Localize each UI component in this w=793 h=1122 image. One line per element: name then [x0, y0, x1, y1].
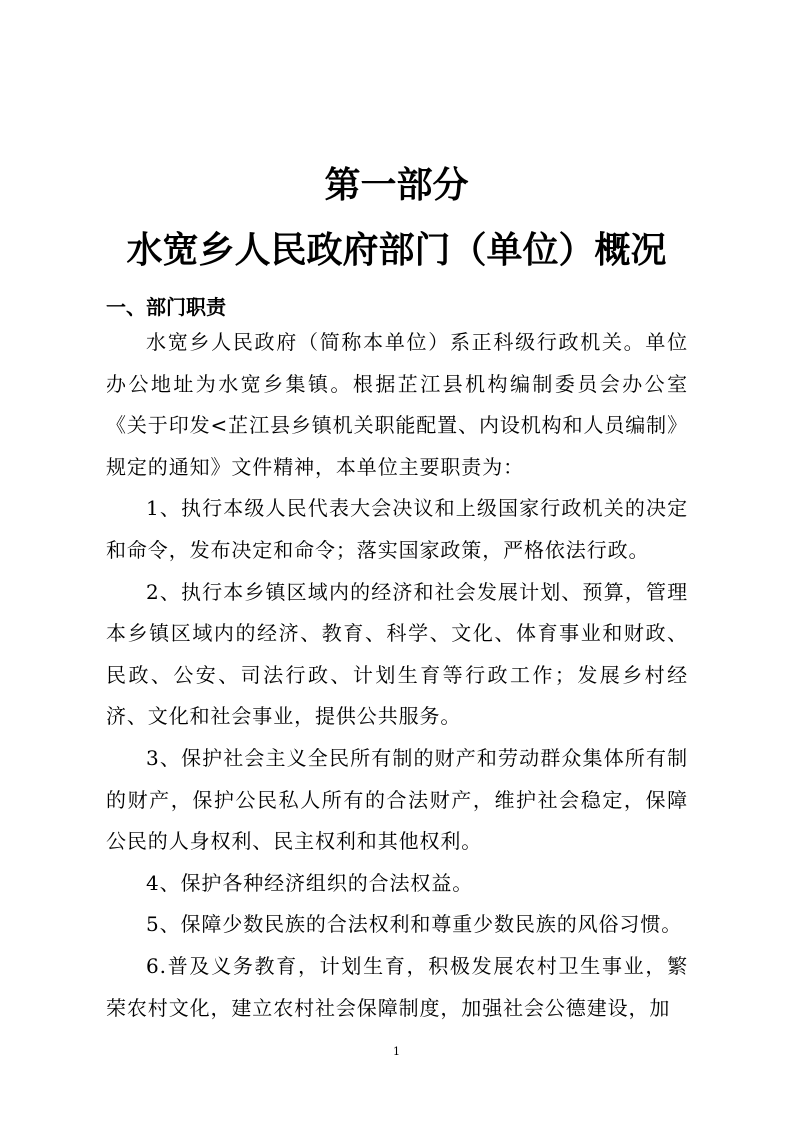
section-heading: 一、部门职责 [106, 295, 226, 319]
paragraph-duty-3: 3、保护社会主义全民所有制的财产和劳动群众集体所有制的财产，保护公民私人所有的合法财产，维护社会稳定，保障公民的人身权利、民主权利和其他权利。 [106, 745, 688, 854]
paragraph-duty-6: 6.普及义务教育，计划生育，积极发展农村卫生事业，繁荣农村文化，建立农村社会保障制度，加强社会公德建设，加 [106, 953, 688, 1020]
page-number: 1 [393, 1045, 400, 1058]
paragraph-intro: 水宽乡人民政府（简称本单位）系正科级行政机关。单位办公地址为水宽乡集镇。根据芷江县机构编制委员会办公室《关于印发<芷江县乡镇机关职能配置、内设机构和人员编制》规定的通知》文件精神，本单位主要职责为： [106, 330, 688, 479]
paragraph-duty-1: 1、执行本级人民代表大会决议和上级国家行政机关的决定和命令，发布决定和命令；落实国家政策，严格依法行政。 [106, 496, 688, 562]
document-title: 第一部分 [324, 165, 469, 206]
paragraph-duty-5: 5、保障少数民族的合法权利和尊重少数民族的风俗习惯。 [146, 912, 683, 937]
paragraph-duty-4: 4、保护各种经济组织的合法权益。 [146, 870, 474, 895]
body-text [106, 322, 688, 1029]
document-subtitle: 水宽乡人民政府部门（单位）概况 [126, 230, 667, 271]
paragraph-duty-2: 2、执行本乡镇区域内的经济和社会发展计划、预算，管理本乡镇区域内的经济、教育、科学、文化、体育事业和财政、民政、公安、司法行政、计划生育等行政工作；发展乡村经济、文化和社会事业，提供公共服务。 [106, 579, 688, 729]
